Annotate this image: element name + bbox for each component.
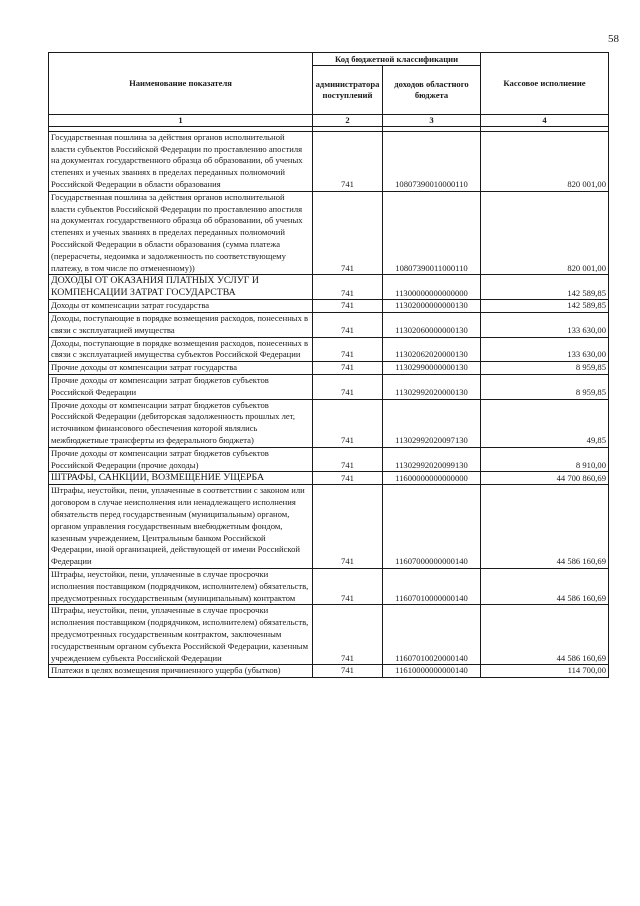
row-admin-code: 741 [313,605,383,665]
table-row [49,665,609,678]
row-name: Прочие доходы от компенсации затрат бюджетов субъектов Российской Федерации (прочие доходы) [49,447,313,472]
table-row [49,605,609,665]
row-amount: 142 589,85 [481,300,609,313]
row-admin-code: 741 [313,191,383,275]
column-header-code: доходов областного бюджета [383,66,481,115]
row-admin-code: 741 [313,300,383,313]
row-admin-code: 741 [313,337,383,362]
row-name: Доходы, поступающие в порядке возмещения расходов, понесенных в связи с эксплуатацией имущества [49,313,313,338]
table-row [49,337,609,362]
table-row [49,313,609,338]
row-amount: 142 589,85 [481,275,609,300]
row-income-code: 11610000000000140 [383,665,481,678]
row-amount: 8 910,00 [481,447,609,472]
row-admin-code: 741 [313,131,383,191]
row-name: Доходы от компенсации затрат государства [49,300,313,313]
column-header-admin: администратора поступлений [313,66,383,115]
row-income-code: 10807390010000110 [383,131,481,191]
budget-income-table [48,52,609,678]
row-admin-code: 741 [313,362,383,375]
table-row [49,472,609,485]
row-amount: 44 586 160,69 [481,485,609,569]
row-amount: 133 630,00 [481,313,609,338]
row-name: Штрафы, неустойки, пени, уплаченные в случае просрочки исполнения поставщиком (подрядчиком, исполнителем) обязательств, предусмотренных государственным (муниципальным) контрактом [49,569,313,605]
row-name: Прочие доходы от компенсации затрат бюджетов субъектов Российской Федерации [49,375,313,400]
table-body [49,126,609,677]
column-header-name: Наименование показателя [49,53,313,115]
row-amount: 820 001,00 [481,191,609,275]
row-income-code: 11600000000000000 [383,472,481,485]
row-income-code: 11607010020000140 [383,605,481,665]
column-number-2: 2 [313,115,383,127]
column-group-budget-classification: Код бюджетной классификации [313,53,481,66]
table-row [49,362,609,375]
row-admin-code: 741 [313,313,383,338]
table-row [49,191,609,275]
row-income-code: 11300000000000000 [383,275,481,300]
row-admin-code: 741 [313,665,383,678]
row-income-code: 10807390011000110 [383,191,481,275]
table-row [49,300,609,313]
row-amount: 114 700,00 [481,665,609,678]
row-income-code: 11302062020000130 [383,337,481,362]
row-name: Прочие доходы от компенсации затрат государства [49,362,313,375]
page-number: 58 [608,33,619,45]
row-amount: 44 700 860,69 [481,472,609,485]
row-name: ДОХОДЫ ОТ ОКАЗАНИЯ ПЛАТНЫХ УСЛУГ И КОМПЕНСАЦИИ ЗАТРАТ ГОСУДАРСТВА [49,275,313,300]
row-admin-code: 741 [313,485,383,569]
table-row [49,569,609,605]
row-amount: 820 001,00 [481,131,609,191]
row-admin-code: 741 [313,447,383,472]
column-header-amount: Кассовое исполнение [481,53,609,115]
column-number-3: 3 [383,115,481,127]
row-amount: 8 959,85 [481,362,609,375]
row-name: Государственная пошлина за действия органов исполнительной власти субъектов Российской Федерации по проставлению апостиля на документах государственного образца об образовании, об ученых степенях и ученых званиях в пределах переданных полномочий Российской Федерации в области образования [49,131,313,191]
table-row [49,275,609,300]
row-admin-code: 741 [313,472,383,485]
row-amount: 133 630,00 [481,337,609,362]
column-number-1: 1 [49,115,313,127]
row-income-code: 11302060000000130 [383,313,481,338]
row-amount: 44 586 160,69 [481,569,609,605]
row-admin-code: 741 [313,375,383,400]
row-income-code: 11302000000000130 [383,300,481,313]
table-row [49,131,609,191]
row-income-code: 11607010000000140 [383,569,481,605]
table-row [49,485,609,569]
row-name: Государственная пошлина за действия органов исполнительной власти субъектов Российской Федерации по проставлению апостиля на документах государственного образца об образовании, об ученых степенях и ученых званиях в пределах переданных полномочий Российской Федерации в области образования (сумма платежа (перерасчеты, недоимка и задолженность по соответствующему платежу, в том числе по отмененному)) [49,191,313,275]
row-amount: 44 586 160,69 [481,605,609,665]
row-income-code: 11302992020000130 [383,375,481,400]
row-income-code: 11302990000000130 [383,362,481,375]
column-number-4: 4 [481,115,609,127]
row-amount: 49,85 [481,399,609,447]
row-name: ШТРАФЫ, САНКЦИИ, ВОЗМЕЩЕНИЕ УЩЕРБА [49,472,313,485]
row-name: Доходы, поступающие в порядке возмещения расходов, понесенных в связи с эксплуатацией имущества субъектов Российской Федерации [49,337,313,362]
row-name: Прочие доходы от компенсации затрат бюджетов субъектов Российской Федерации (дебиторская задолженность прошлых лет, источником финансового обеспечения которой являлись межбюджетные трансферты из федерального бюджета) [49,399,313,447]
row-amount: 8 959,85 [481,375,609,400]
table-row [49,447,609,472]
row-name: Штрафы, неустойки, пени, уплаченные в соответствии с законом или договором в случае неисполнения или ненадлежащего исполнения обязательств перед государственным (муниципальным) органом, органом управления государственным внебюджетным фондом, казенным учреждением, Центральным банком Российской Федерации, иной организацией, действующей от имени Российской Федерации [49,485,313,569]
row-name: Штрафы, неустойки, пени, уплаченные в случае просрочки исполнения поставщиком (подрядчиком, исполнителем) обязательств, предусмотренных государственным контрактом, заключенным государственным органом субъекта Российской Федерации, казенным учреждением субъекта Российской Федерации [49,605,313,665]
table-row [49,399,609,447]
row-name: Платежи в целях возмещения причиненного ущерба (убытков) [49,665,313,678]
row-income-code: 11302992020099130 [383,447,481,472]
row-income-code: 11607000000000140 [383,485,481,569]
row-income-code: 11302992020097130 [383,399,481,447]
row-admin-code: 741 [313,569,383,605]
table-row [49,375,609,400]
row-admin-code: 741 [313,399,383,447]
row-admin-code: 741 [313,275,383,300]
